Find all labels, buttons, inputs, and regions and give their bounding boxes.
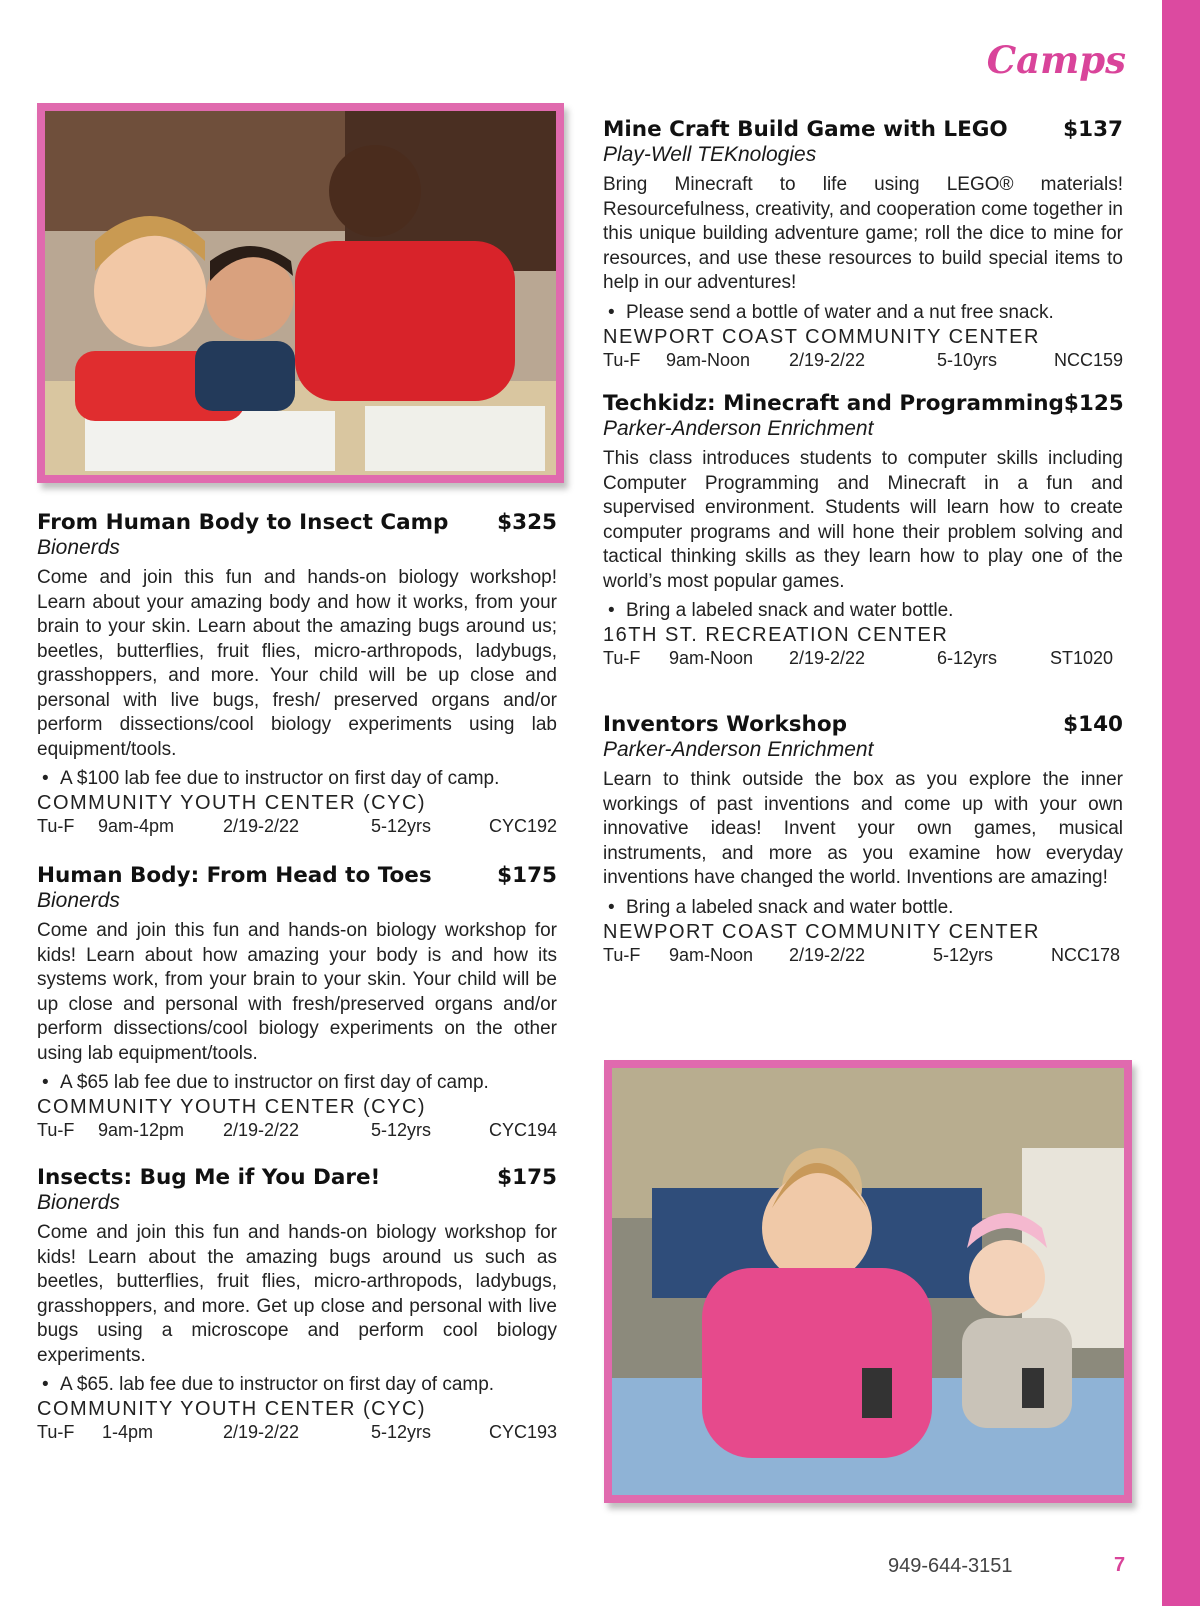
camp-note <box>37 767 557 791</box>
camp-time: 9am-Noon <box>669 648 754 668</box>
camp-note-text: Please send a bottle of water and a nut free snack. <box>626 301 1054 323</box>
camp-price: $137 <box>1063 117 1123 142</box>
camp-time: 9am-12pm <box>98 1120 185 1140</box>
camp-provider: Play-Well TEKnologies <box>603 143 817 166</box>
camp-code: CYC193 <box>488 1422 557 1442</box>
camp-ages: 5-10yrs <box>937 349 998 370</box>
camp-time: 9am-4pm <box>98 816 175 836</box>
camp-days: Tu-F <box>37 816 75 836</box>
camp-location: NEWPORT COAST COMMUNITY CENTER <box>603 920 1040 943</box>
camp-provider: Bionerds <box>37 889 120 912</box>
camp-provider: Parker-Anderson Enrichment <box>603 738 874 761</box>
camp-description: Come and join this fun and hands-on biology workshop! Learn about your amazing body and how it works, from your brain to your skin. Learn about the amazing bugs around us; beetles, butterflies, fruit flies, micro-arthropods, ladybugs, grasshoppers, and more. Your child will be up close and personal with live bugs, fresh/ preserved organs and/or perform dissections/cool biology experiments using lab equipment/tools. <box>37 567 557 760</box>
camp-code: NCC159 <box>1053 349 1123 370</box>
camp-location: COMMUNITY YOUTH CENTER (CYC) <box>37 1096 427 1118</box>
camp-description: This class introduces students to computer skills including Computer Programming and Minecraft in a fun and supervised environment. Students will learn how to create computer programs and will hone their problem solving and tactical thinking skills as they learn how to play one of the world’s most popular games. <box>603 448 1123 592</box>
camp-note <box>603 599 1123 623</box>
camp-location: 16TH ST. RECREATION CENTER <box>603 624 949 646</box>
camp-location: COMMUNITY YOUTH CENTER (CYC) <box>37 1398 427 1420</box>
camp-price: $325 <box>497 510 557 535</box>
photo-girls-building-image <box>612 1068 1124 1495</box>
camp-days: Tu-F <box>603 944 641 965</box>
photo-counselor-with-kids <box>37 103 564 483</box>
camp-code: CYC194 <box>488 1120 557 1140</box>
camp-schedule <box>37 816 557 842</box>
camp-title: From Human Body to Insect Camp <box>37 510 449 535</box>
camp-note <box>37 1071 557 1095</box>
footer-phone: 949-644-3151 <box>888 1555 1013 1577</box>
camp-days: Tu-F <box>603 648 641 668</box>
camp-provider: Bionerds <box>37 1191 120 1214</box>
camp-note <box>603 301 1123 325</box>
bullet-icon: • <box>42 1072 49 1093</box>
camp-code: CYC192 <box>488 816 557 836</box>
camp-note-text: Bring a labeled snack and water bottle. <box>626 896 954 918</box>
camp-description: Bring Minecraft to life using LEGO® materials! Resourcefulness, creativity, and cooperation come together in this unique building adventure game; roll the dice to mine for resources, and use these resources to build special items to help in our adventures! <box>603 174 1123 293</box>
camp-description: Come and join this fun and hands-on biology workshop for kids! Learn about the amazing bugs around us such as beetles, butterflies, fruit flies, micro-arthropods, ladybugs, grasshoppers, and more. Get up close and personal with live bugs using a microscope and perform cool biology experiments. <box>37 1222 557 1366</box>
camp-schedule <box>37 1422 557 1448</box>
bullet-icon: • <box>608 301 615 323</box>
camp-schedule <box>37 1120 557 1146</box>
camp-schedule <box>603 648 1123 674</box>
photo-girls-building <box>604 1060 1132 1503</box>
camp-description: Come and join this fun and hands-on biology workshop for kids! Learn about how amazing your body is and how its systems work, from your brain to your skin. Your child will be up close and personal with fresh/preserved organs and/or perform dissections/cool biology experiments on the other using lab equipment/tools. <box>37 920 557 1064</box>
camp-days: Tu-F <box>603 349 641 370</box>
camp-location: COMMUNITY YOUTH CENTER (CYC) <box>37 792 427 814</box>
camp-ages: 5-12yrs <box>933 944 994 965</box>
camp-title: Mine Craft Build Game with LEGO <box>603 117 1008 142</box>
camp-title: Insects: Bug Me if You Dare! <box>37 1165 381 1190</box>
camp-dates: 2/19-2/22 <box>789 349 866 370</box>
bullet-icon: • <box>608 600 615 621</box>
camp-listing <box>603 391 1123 674</box>
photo-counselor-with-kids-image <box>45 111 556 475</box>
camp-note-text: A $65 lab fee due to instructor on first day of camp. <box>60 1072 489 1093</box>
camp-listing <box>603 117 1123 376</box>
camp-description: Learn to think outside the box as you explore the inner workings of past inventions and come up with your own innovative ideas! Invent your own games, musical instruments, and more as you examine how everyday inventions have changed the world. Inventions are amazing! <box>603 769 1123 888</box>
camp-time: 9am-Noon <box>666 349 751 370</box>
camp-price: $140 <box>1063 712 1123 737</box>
camp-days: Tu-F <box>37 1120 75 1140</box>
camp-dates: 2/19-2/22 <box>789 944 866 965</box>
page-number: 7 <box>1114 1554 1126 1576</box>
camp-listing <box>37 510 557 842</box>
page-side-bar <box>1162 0 1200 1606</box>
camp-note <box>37 1373 557 1397</box>
camp-note-text: A $65. lab fee due to instructor on first day of camp. <box>60 1374 495 1395</box>
bullet-icon: • <box>608 896 615 918</box>
camp-ages: 5-12yrs <box>371 1422 432 1442</box>
camp-days: Tu-F <box>37 1422 75 1442</box>
camp-code: ST1020 <box>1049 648 1113 668</box>
camp-dates: 2/19-2/22 <box>223 1120 300 1140</box>
camp-code: NCC178 <box>1050 944 1120 965</box>
camp-price: $175 <box>497 863 557 888</box>
camp-schedule <box>603 945 1123 971</box>
section-title: Camps <box>986 38 1126 82</box>
camp-title: Inventors Workshop <box>603 712 848 737</box>
camp-dates: 2/19-2/22 <box>223 1422 300 1442</box>
camp-note-text: A $100 lab fee due to instructor on first day of camp. <box>60 768 500 789</box>
camp-title: Human Body: From Head to Toes <box>37 863 432 888</box>
camp-note <box>603 896 1123 920</box>
camp-title: Techkidz: Minecraft and Programming <box>603 391 1064 416</box>
camp-location: NEWPORT COAST COMMUNITY CENTER <box>603 325 1040 348</box>
camp-schedule <box>603 350 1123 376</box>
camp-dates: 2/19-2/22 <box>789 648 866 668</box>
camp-listing <box>37 1165 557 1448</box>
camp-ages: 5-12yrs <box>371 1120 432 1140</box>
camp-ages: 5-12yrs <box>371 816 432 836</box>
bullet-icon: • <box>42 768 49 789</box>
bullet-icon: • <box>42 1374 49 1395</box>
camp-ages: 6-12yrs <box>937 648 998 668</box>
camp-listing <box>603 712 1123 971</box>
camp-provider: Bionerds <box>37 536 120 559</box>
camp-listing <box>37 863 557 1146</box>
camp-price: $125 <box>1063 391 1124 416</box>
camp-time: 1-4pm <box>102 1422 154 1442</box>
camp-note-text: Bring a labeled snack and water bottle. <box>626 600 954 621</box>
camp-provider: Parker-Anderson Enrichment <box>603 417 874 440</box>
camp-time: 9am-Noon <box>669 944 754 965</box>
camp-price: $175 <box>497 1165 557 1190</box>
camp-dates: 2/19-2/22 <box>223 816 300 836</box>
